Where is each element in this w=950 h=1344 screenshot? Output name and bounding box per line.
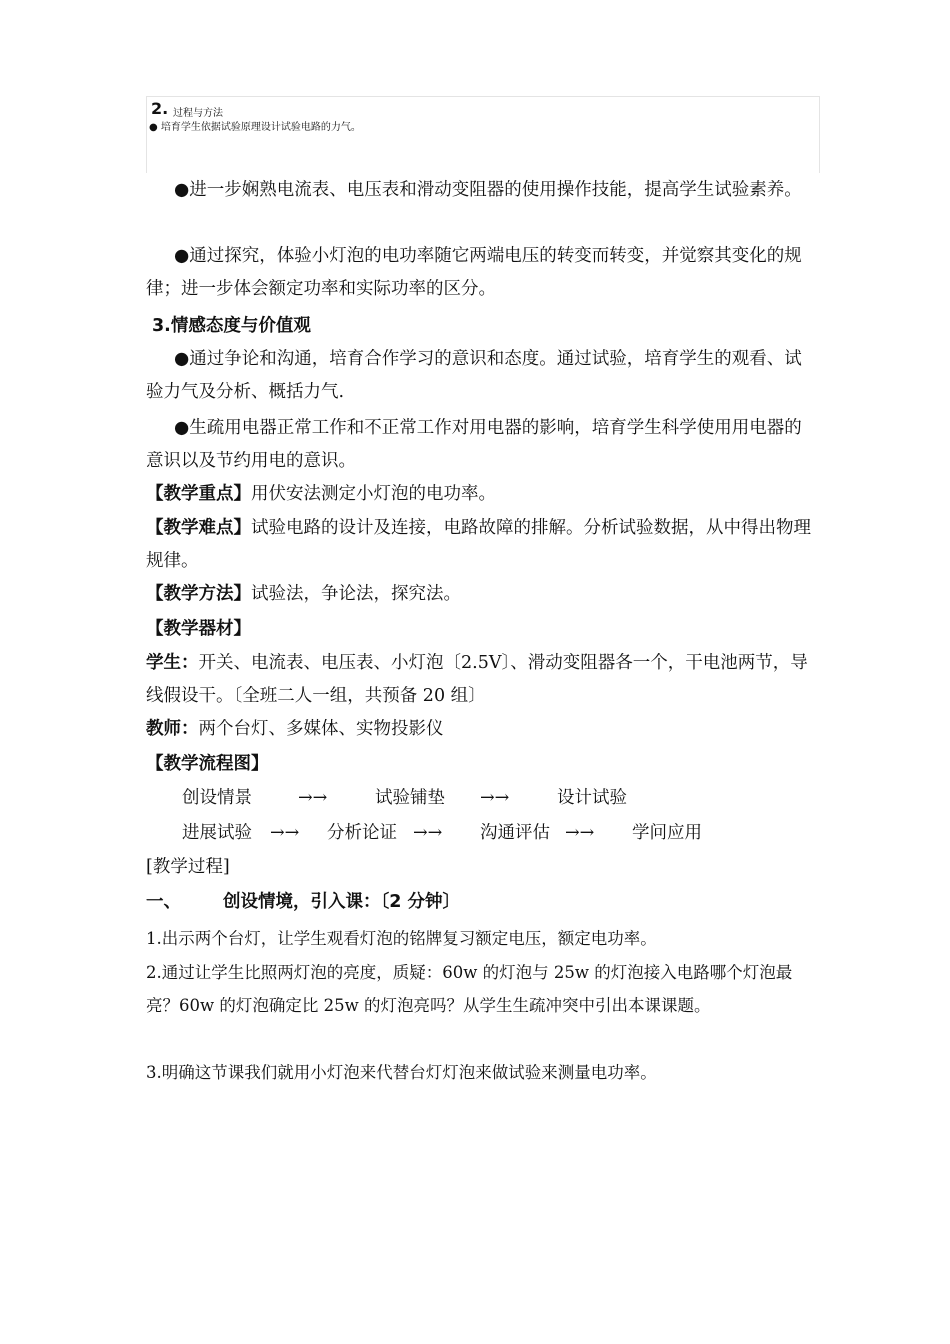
flow-step-5: 分析论证 — [327, 823, 397, 843]
section-one-title: 创设情境，引入课：〔2 分钟〕 — [223, 892, 461, 912]
flow-step-3: 设计试验 — [557, 788, 627, 808]
key-points-label: 【教学重点】 — [146, 484, 251, 504]
methods — [146, 578, 814, 611]
equipment-label: 【教学器材】 — [146, 619, 251, 639]
teacher-label: 教师： — [146, 719, 199, 739]
paragraph-skills: ●进一步娴熟电流表、电压表和滑动变阻器的使用操作技能，提高学生试验素养。 — [174, 180, 802, 200]
process-method-box — [146, 96, 820, 173]
process-item-2: 2.通过让学生比照两灯泡的亮度，质疑：60w 的灯泡与 25w 的灯泡接入电路哪个灯泡最亮？60w 的灯泡确定比 25w 的灯泡亮吗？从学生生疏冲突中引出本课课题。 — [146, 963, 793, 1015]
process-heading: [教学过程] — [146, 857, 230, 877]
student-text: 开关、电流表、电压表、小灯泡〔2.5V〕、滑动变阻器各一个，干电池两节，导线假设干。〔全班二人一组，共预备 20 组〕 — [146, 653, 808, 706]
teacher-text: 两个台灯、多媒体、实物投影仪 — [198, 719, 444, 739]
flow-arrow-2: →→ — [480, 788, 510, 808]
flow-step-7: 学问应用 — [632, 823, 702, 843]
flow-step-6: 沟通评估 — [480, 823, 550, 843]
methods-text: 试验法，争论法，探究法。 — [251, 584, 461, 604]
equipment-teacher — [146, 713, 814, 746]
heading-attitude: 3.情感态度与价值观 — [152, 316, 311, 336]
flow-arrow-5: →→ — [565, 823, 595, 843]
section-one-heading — [146, 886, 814, 919]
flow-arrow-3: →→ — [270, 823, 300, 843]
section-title: 过程与方法 — [173, 108, 223, 119]
section-number: 2. — [151, 99, 169, 118]
paragraph-cooperation: ●通过争论和沟通，培育合作学习的意识和态度。通过试验，培育学生的观看、试验力气及分析、概括力气. — [146, 349, 802, 402]
process-item-1: 1.出示两个台灯，让学生观看灯泡的铭牌复习额定电压，额定电功率。 — [146, 929, 657, 948]
flowchart-label: 【教学流程图】 — [146, 754, 269, 774]
difficulties-label: 【教学难点】 — [146, 518, 251, 538]
flowchart-heading — [146, 748, 814, 781]
flow-step-1: 创设情景 — [182, 788, 252, 808]
paragraph-electricity: ●生疏用电器正常工作和不正常工作对用电器的影响，培育学生科学使用用电器的意识以及节约用电的意识。 — [146, 418, 802, 471]
flow-step-4: 进展试验 — [182, 823, 252, 843]
flow-arrow-1: →→ — [298, 788, 328, 808]
difficulties-text: 试验电路的设计及连接，电路故障的排解。分析试验数据，从中得出物理规律。 — [146, 518, 811, 571]
student-label: 学生： — [146, 653, 199, 673]
process-item-3: 3.明确这节课我们就用小灯泡来代替台灯灯泡来做试验来测量电功率。 — [146, 1063, 657, 1082]
equipment-student — [146, 647, 814, 713]
key-points — [146, 478, 814, 511]
flow-arrow-4: →→ — [413, 823, 443, 843]
equipment-heading — [146, 613, 814, 646]
flow-step-2: 试验铺垫 — [375, 788, 445, 808]
difficulties — [146, 512, 814, 578]
key-points-text: 用伏安法测定小灯泡的电功率。 — [251, 484, 496, 504]
methods-label: 【教学方法】 — [146, 584, 251, 604]
paragraph-explore: ●通过探究，体验小灯泡的电功率随它两端电压的转变而转变，并觉察其变化的规律；进一步体会额定功率和实际功率的区分。 — [146, 246, 802, 299]
section-one-number: 一、 — [146, 892, 181, 912]
section-bullet: ● 培育学生依据试验原理设计试验电路的力气。 — [149, 122, 361, 133]
